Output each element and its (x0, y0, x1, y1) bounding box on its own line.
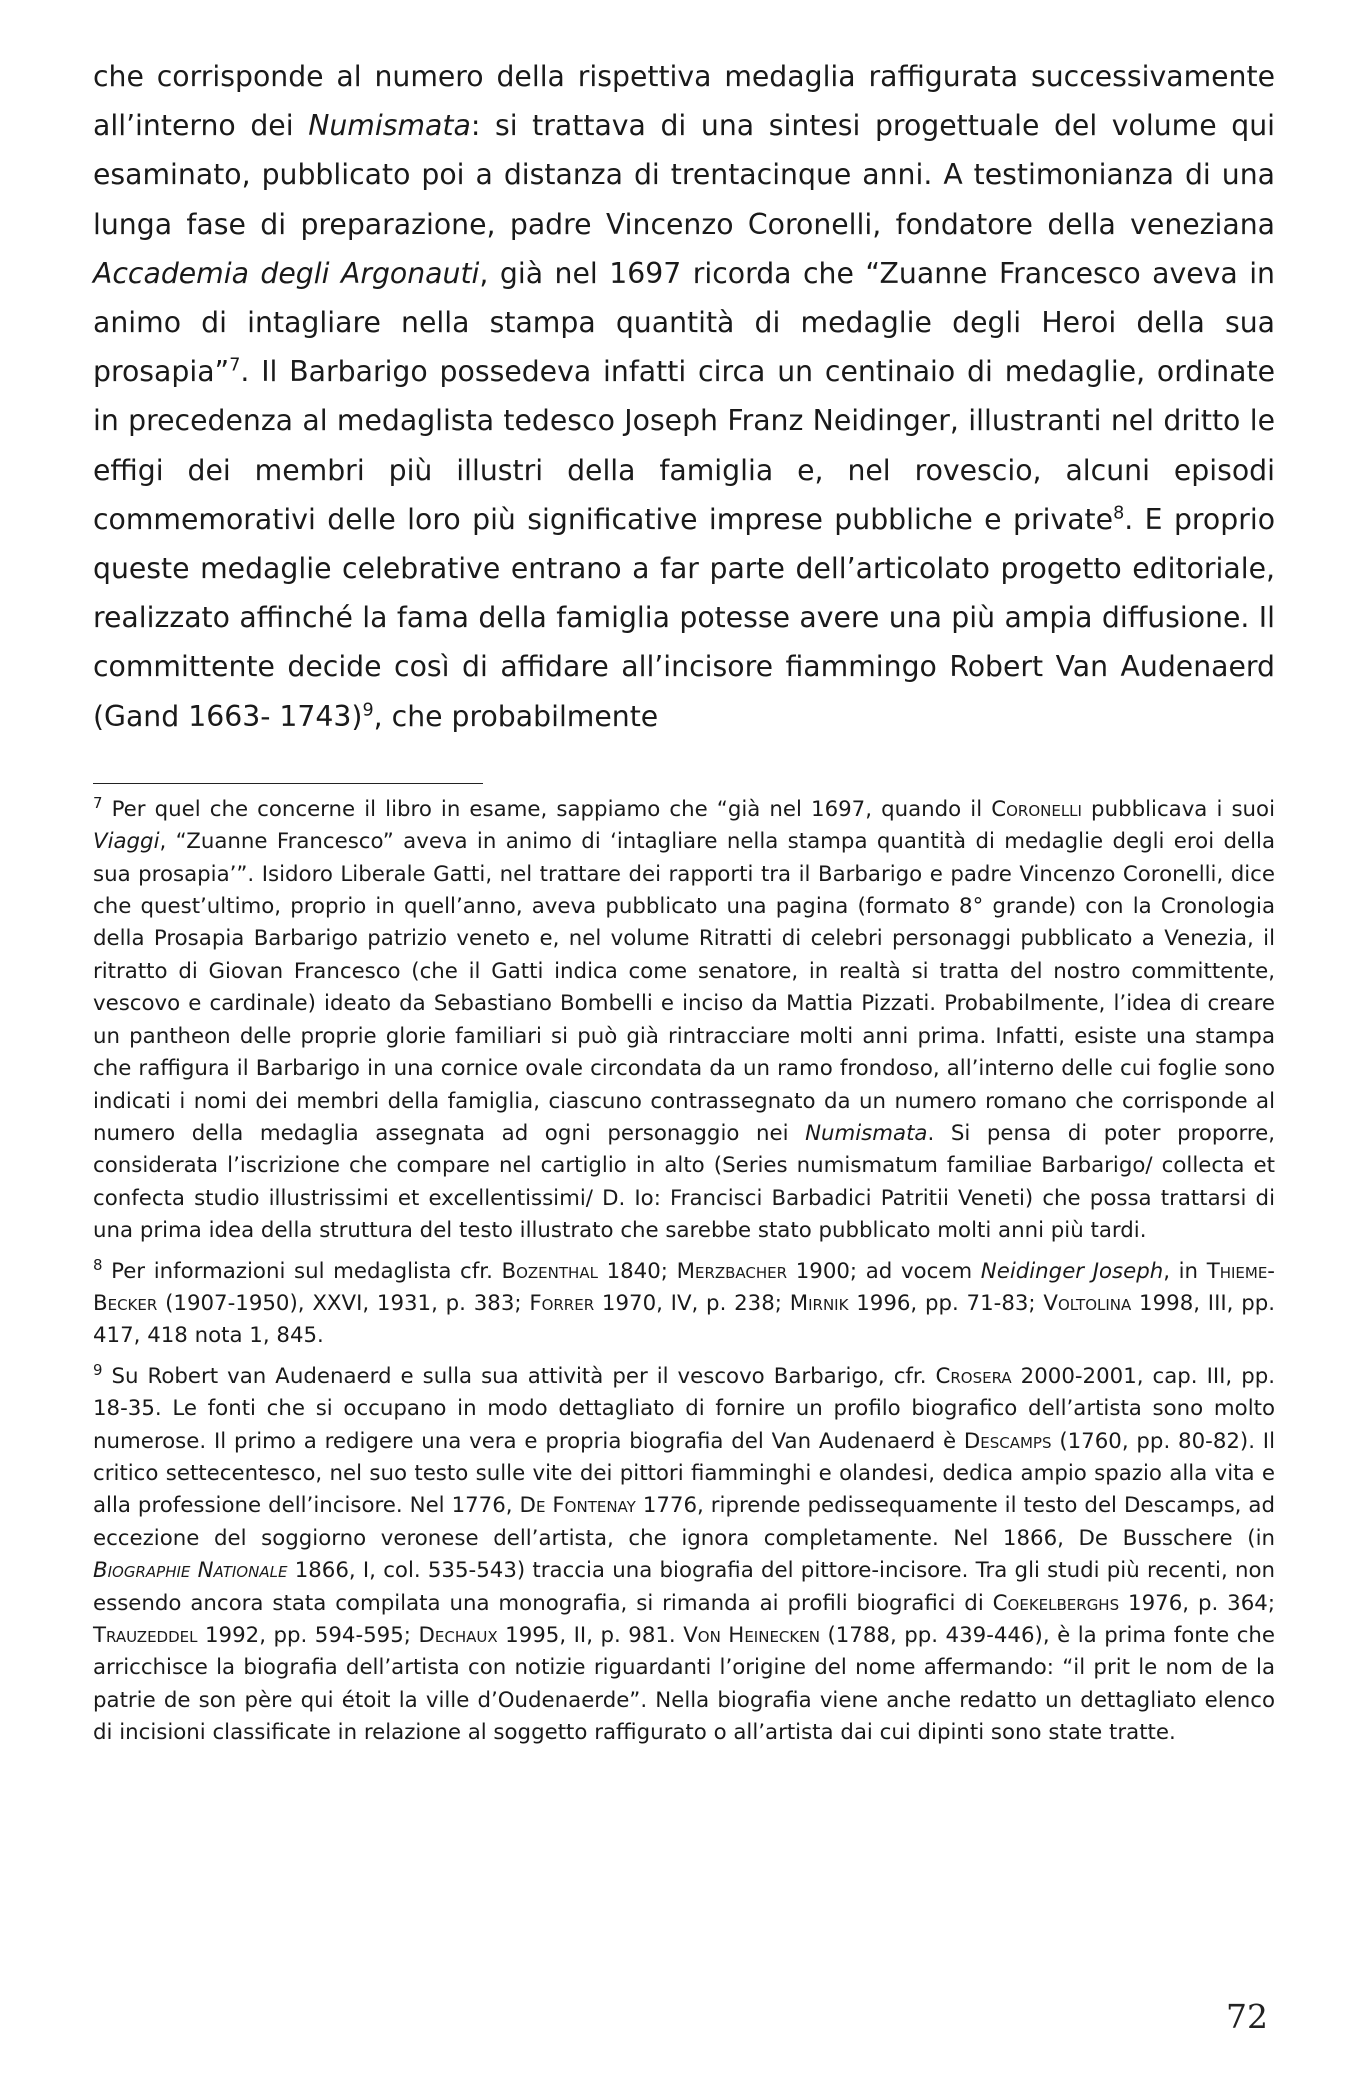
body-text-run: , che probabilmente (373, 699, 659, 733)
footnote-number: 9 (93, 1360, 103, 1379)
footnote-text-run: , “Zuanne Francesco” aveva in animo di ‘intagliare nella stampa quantità di medaglie degli eroi della sua prosapia’”. Isidoro Liberale Gatti, nel trattare dei rapporti tra il Barbarigo e padre Vincenzo Coronelli, dice che quest’ultimo, proprio in quell’anno, aveva pubblicato una pagina (formato 8° grande) con la Cronologia della Prosapia Barbarigo patrizio veneto e, nel volume Ritratti di celebri personaggi pubblicato a Venezia, il ritratto di Giovan Francesco (che il Gatti indica come senatore, in realtà si tratta del nostro committente, vescovo e cardinale) ideato da Sebastiano Bombelli e inciso da Mattia Pizzati. Probabilmente, l’idea di creare un pantheon delle proprie glorie familiari si può già rintracciare molti anni prima. Infatti, esiste una stampa che raffigura il Barbarigo in una cornice ovale circondata da un ramo frondoso, all’interno delle cui foglie sono indicati i nomi dei membri della famiglia, ciascuno contrassegnato da un numero romano che corrisponde al numero della medaglia assegnata ad ogni personaggio nei (93, 829, 1275, 1146)
footnote-text-run: Per quel che concerne il libro in esame, sappiamo che “già nel 1697, quando il (102, 796, 992, 822)
footnote-separator (93, 783, 483, 784)
author-smallcaps: Coronelli (991, 796, 1082, 822)
author-smallcaps: Voltolina (1043, 1290, 1132, 1316)
author-smallcaps: Merzbacher (676, 1258, 788, 1284)
footnote-text-run: Per informazioni sul medaglista cfr. (102, 1258, 502, 1284)
footnote-number: 8 (93, 1255, 103, 1274)
footnote-9 (93, 1361, 1275, 1750)
footnote-text-run: 1998, III, pp. 417, 418 nota 1, 845. (93, 1290, 1275, 1349)
footnote-ref-9[interactable]: 9 (362, 700, 374, 721)
document-page (93, 52, 1275, 1758)
footnote-text-run: 1840; (597, 1258, 677, 1284)
italic-smallcaps-biographie-nationale: Biographie Nationale (93, 1558, 288, 1584)
footnote-text-run: 1866, I, col. 535-543) traccia una biografia del pittore-incisore. Tra gli studi più recenti, non essendo ancora stata compilata una monografia, si rimanda ai profili biografici di (93, 1558, 1275, 1616)
footnote-8 (93, 1256, 1275, 1353)
footnote-text-run: 1992, pp. 594-595; (197, 1623, 419, 1648)
footnote-text-run: , in (1163, 1258, 1207, 1284)
footnote-ref-8[interactable]: 8 (1113, 503, 1125, 524)
author-smallcaps: Descamps (963, 1428, 1052, 1454)
body-text-run: : si trattava di una sintesi progettuale del volume qui esaminato, pubblicato poi a distanza di trentacinque anni. A testimonianza di una lunga fase di preparazione, padre Vincenzo Coronelli, fondatore della veneziana (93, 109, 1276, 241)
footnote-text-run: 1995, II, p. 981. (497, 1623, 684, 1648)
footnote-text-run: pubblicava i suoi (1081, 796, 1275, 822)
italic-accademia-argonauti: Accademia degli Argonauti (93, 256, 480, 290)
footnote-text-run: 1996, pp. 71-83; (848, 1290, 1044, 1316)
footnote-text-run: (1907-1950), XXVI, 1931, p. 383; (157, 1290, 530, 1316)
author-smallcaps: Coekelberghs (992, 1590, 1120, 1616)
body-text-run: . E proprio queste medaglie celebrative entrano a far parte dell’articolato progetto editoriale, realizzato affinché la fama della famiglia potesse avere una più ampia diffusione. Il committente decide così di affidare all’incisore fiammingo Robert Van Audenaerd (Gand 1663- 1743) (93, 502, 1276, 733)
body-text-run: che corrisponde al numero della rispettiva medaglia raffigurata successivamente all’interno dei (93, 60, 1275, 143)
footnote-text-run: 1976, p. 364; (1119, 1590, 1275, 1616)
italic-title-viaggi: Viaggi (93, 829, 160, 855)
footnote-text-run: 1776, riprende pedissequamente il testo del Descamps, ad eccezione del soggiorno veronese dell’artista, che ignora completamente. Nel 1866, De Busschere (in (93, 1493, 1276, 1551)
author-smallcaps: Forrer (529, 1290, 595, 1316)
italic-title-numismata: Numismata (308, 109, 471, 143)
author-smallcaps: Thieme-Becker (93, 1258, 1275, 1316)
author-smallcaps: Bozenthal (501, 1258, 598, 1284)
author-smallcaps: Crosera (935, 1363, 1012, 1389)
footnote-text-run: 2000-2001, cap. III, pp. 18-35. Le fonti che si occupano in modo dettagliato di fornire un profilo biografico dell’artista sono molto numerose. Il primo a redigere una vera e propria biografia del Van Audenaerd è (93, 1363, 1276, 1454)
footnote-text-run: 1970, IV, p. 238; (594, 1290, 790, 1316)
italic-title-numismata: Numismata (805, 1120, 928, 1146)
body-text-run: , già nel 1697 ricorda che “Zuanne Francesco aveva in animo di intagliare nella stampa quantità di medaglie degli Heroi della sua prosapia” (93, 256, 1275, 389)
footnote-text-run: . Si pensa di poter proporre, considerata l’iscrizione che compare nel cartiglio in alto (Series numismatum familiae Barbarigo/ collecta et confecta studio illustrissimi et excellentissimi/ D. Io: Francisci Barbadici Patritii Veneti) che possa trattarsi di una prima idea della struttura del testo illustrato che sarebbe stato pubblicato molti anni più tardi. (93, 1120, 1276, 1244)
footnote-text-run: 1900; ad vocem (787, 1258, 981, 1284)
footnote-text-run: (1788, pp. 439-446), è la prima fonte che arricchisce la biografia dell’artista con notizie riguardanti l’origine del nome affermando: “il prit le nom de la patrie de son père qui étoit la ville d’Oudenaerde”. Nella biografia viene anche redatto un dettagliato elenco di incisioni classificate in relazione al soggetto raffigurato o all’artista dai cui dipinti sono state tratte. (93, 1623, 1276, 1746)
author-smallcaps: Mirnik (789, 1290, 849, 1316)
italic-entry-neidinger: Neidinger Joseph (980, 1258, 1164, 1284)
author-smallcaps: De Fontenay (519, 1493, 636, 1519)
footnote-text-run: (1760, pp. 80-82). Il critico settecentesco, nel suo testo sulle vite dei pittori fiamminghi e olandesi, dedica ampio spazio alla vita e alla professione dell’incisore. Nel 1776, (93, 1428, 1275, 1519)
footnote-7 (93, 794, 1275, 1248)
body-text-run: . Il Barbarigo possedeva infatti circa un centinaio di medaglie, ordinate in precedenza al medaglista tedesco Joseph Franz Neidinger, illustranti nel dritto le effigi dei membri più illustri della famiglia e, nel rovescio, alcuni episodi commemorativi delle loro più significative imprese pubbliche e private (93, 355, 1275, 536)
body-paragraph (93, 52, 1275, 741)
author-smallcaps: Trauzeddel (93, 1623, 198, 1648)
footnote-ref-7[interactable]: 7 (229, 355, 241, 376)
author-smallcaps: Von Heinecken (683, 1623, 820, 1648)
page-number: 72 (1226, 1997, 1268, 2036)
footnote-number: 7 (93, 793, 103, 812)
author-smallcaps: Dechaux (418, 1623, 498, 1648)
footnote-text-run: Su Robert van Audenaerd e sulla sua attività per il vescovo Barbarigo, cfr. (102, 1363, 936, 1389)
